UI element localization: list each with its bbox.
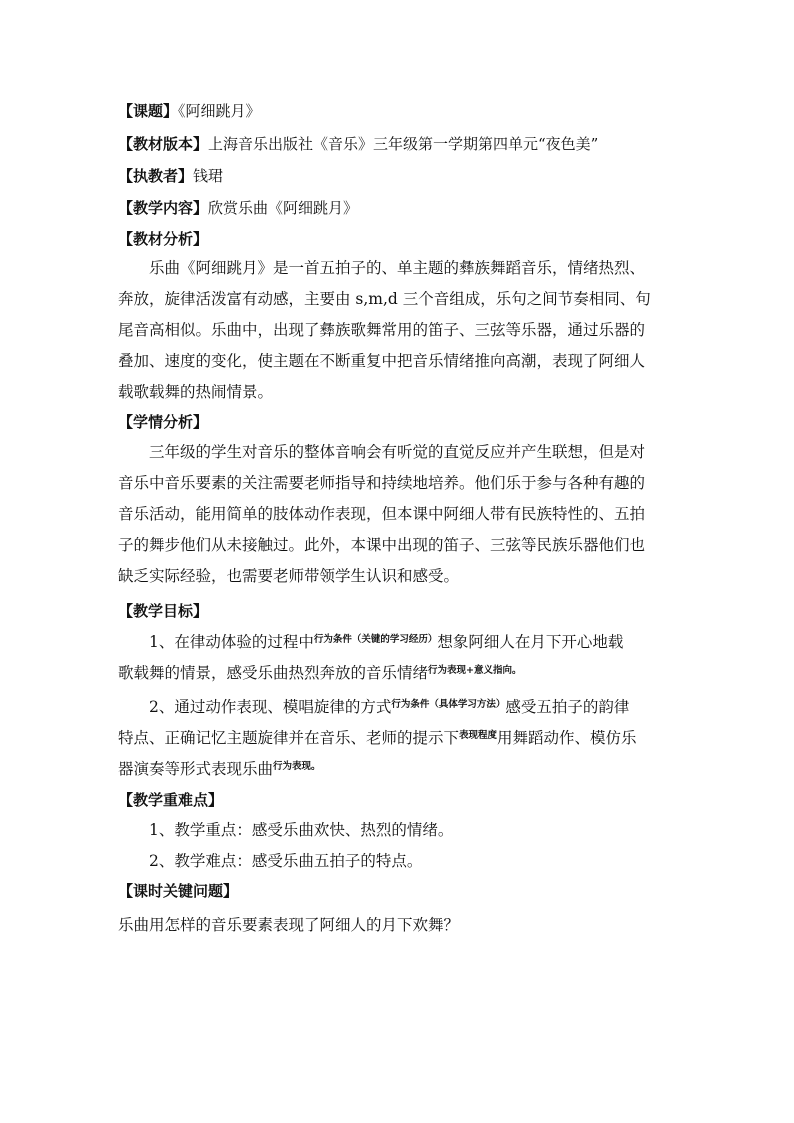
students-line: 三年级的学生对音乐的整体音响会有听觉的直觉反应并产生联想，但是对: [149, 443, 646, 461]
goal-2-line: [118, 720, 678, 751]
edition-value: 上海音乐出版社《音乐》三年级第一学期第四单元“夜色美”: [208, 135, 599, 153]
key-question: 乐曲用怎样的音乐要素表现了阿细人的月下欢舞？: [118, 916, 460, 934]
goal-1-annotation: 行为条件（关键的学习经历）: [313, 634, 438, 645]
analysis-line: 叠加、速度的变化，使主题在不断重复中把音乐情绪推向高潮，表现了阿细人: [118, 352, 646, 370]
analysis-paragraph: [118, 253, 678, 408]
goal-1-text: 想象阿细人在月下开心地载: [437, 633, 624, 651]
analysis-line: 载歌载舞的热闹情景。: [118, 383, 274, 401]
topic-line: [118, 101, 261, 121]
topic-label: 【课题】: [118, 102, 179, 120]
goals-heading: 【教学目标】: [118, 602, 209, 620]
question-heading: 【课时关键问题】: [118, 882, 239, 900]
topic-value: 《阿细跳月》: [178, 102, 261, 120]
analysis-heading: 【教材分析】: [118, 230, 209, 248]
teacher-value: 钱珺: [193, 167, 224, 185]
goal-1-text: 歌载舞的情景，感受乐曲热烈奔放的音乐情绪: [118, 664, 429, 682]
students-heading: 【学情分析】: [118, 413, 209, 431]
edition-line: [118, 134, 598, 154]
goal-2-text: 用舞蹈动作、模仿乐: [497, 729, 637, 747]
goal-2-annotation: 行为条件（具体学习方法）: [391, 699, 506, 710]
goal-2-text: 2、通过动作表现、模唱旋律的方式: [149, 698, 392, 716]
goal-2-text: 特点、正确记忆主题旋律并在音乐、老师的提示下: [118, 729, 460, 747]
content-value: 欣赏乐曲《阿细跳月》: [208, 199, 359, 217]
keypoint-difficulty: 2、教学难点：感受乐曲五拍子的特点。: [149, 852, 423, 870]
students-paragraph: [118, 437, 678, 592]
goal-1-line: [118, 624, 678, 655]
goal-1: [118, 624, 678, 686]
keypoint-focus: 1、教学重点：感受乐曲欢快、热烈的情绪。: [149, 821, 454, 839]
goal-2-line: [118, 751, 678, 782]
analysis-line: 乐曲《阿细跳月》是一首五拍子的、单主题的彝族舞蹈音乐，情绪热烈、: [149, 259, 646, 277]
students-line: 缺乏实际经验，也需要老师带领学生认识和感受。: [118, 567, 460, 585]
edition-label: 【教材版本】: [118, 135, 209, 153]
goal-2-annotation: 行为表现。: [273, 761, 321, 772]
goal-2: [118, 689, 678, 782]
teacher-line: [118, 166, 223, 186]
goal-1-text: 1、在律动体验的过程中: [149, 633, 314, 651]
students-line: 子的舞步他们从未接触过。此外，本课中出现的笛子、三弦等民族乐器他们也: [118, 536, 646, 554]
students-line: 音乐中音乐要素的关注需要老师指导和持续地培养。他们乐于参与各种有趣的: [118, 474, 646, 492]
content-line: [118, 198, 358, 218]
keypoints-list: [118, 815, 678, 877]
goal-2-text: 器演奏等形式表现乐曲: [118, 760, 274, 778]
students-line: 音乐活动，能用简单的肢体动作表现，但本课中阿细人带有民族特性的、五拍: [118, 505, 646, 523]
analysis-line: 奔放，旋律活泼富有动感，主要由 s,m,d 三个音组成，乐句之间节奏相同、句: [118, 290, 651, 308]
goal-2-annotation: 表现程度: [459, 730, 498, 741]
teacher-label: 【执教者】: [118, 167, 194, 185]
analysis-line: 尾音高相似。乐曲中，出现了彝族歌舞常用的笛子、三弦等乐器，通过乐器的: [118, 321, 646, 339]
goal-2-text: 感受五拍子的韵律: [505, 698, 630, 716]
keypoints-heading: 【教学重难点】: [118, 791, 224, 809]
goal-1-annotation: 行为表现+意义指向。: [428, 665, 522, 676]
goal-2-line: [118, 689, 678, 720]
goal-1-line: [118, 655, 678, 686]
content-label: 【教学内容】: [118, 199, 209, 217]
